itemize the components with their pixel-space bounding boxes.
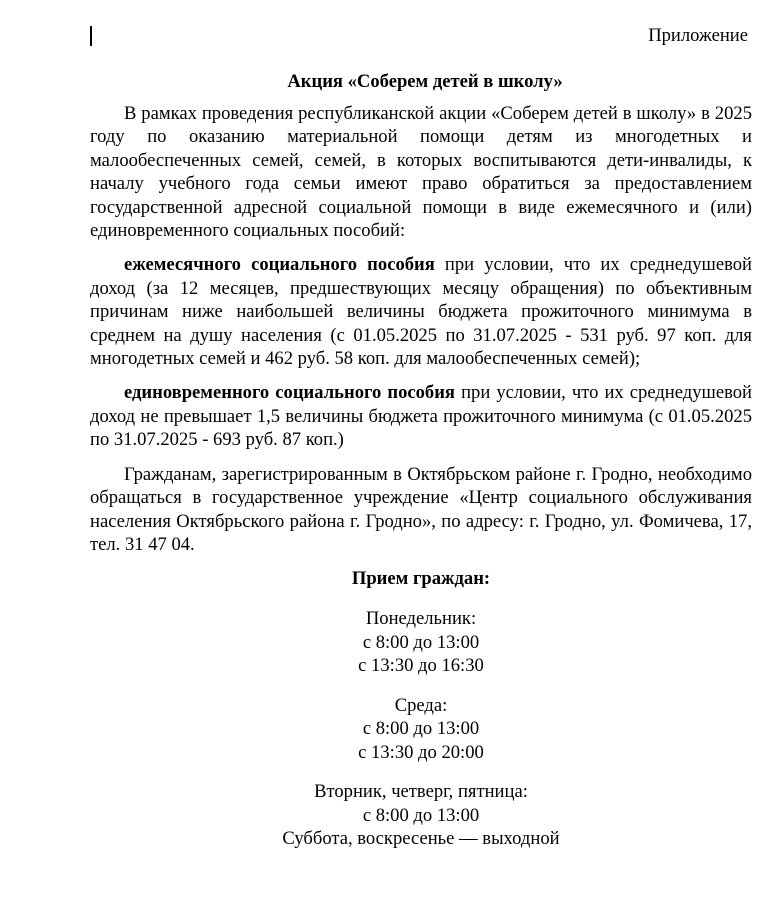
schedule-weekend: Суббота, воскресенье — выходной <box>282 828 560 850</box>
onetime-allowance-text: при условии, что их среднедушевой доход не превышает 1,5 величины бюджета прожиточного минимума (с 01.05.2025 по 31.07.2025 - 693 руб. 87 коп.) <box>90 382 752 451</box>
schedule-day: Понедельник: <box>365 608 477 630</box>
schedule-wednesday <box>90 694 752 765</box>
schedule-slot: с 13:30 до 16:30 <box>358 655 484 677</box>
reception-title: Прием граждан: <box>351 568 491 590</box>
document-title: Акция «Соберем детей в школу» <box>287 71 563 92</box>
onetime-allowance-paragraph <box>90 381 752 451</box>
schedule-day: Среда: <box>394 694 448 716</box>
text-cursor <box>90 26 92 46</box>
schedule-other-days <box>90 780 752 851</box>
citizens-paragraph: Гражданам, зарегистрированным в Октябрьском районе г. Гродно, необходимо обращаться в государственное учреждение «Центр социального обслуживания населения Октябрьского района г. Гродно», по адресу: г. Гродно, ул. Фомичева, 17, тел. 31 47 04. <box>90 463 752 555</box>
schedule-day: Вторник, четверг, пятница: <box>314 781 528 803</box>
monthly-allowance-term: ежемесячного социального пособия <box>124 254 435 276</box>
monthly-allowance-text: при условии, что их среднедушевой доход (за 12 месяцев, предшествующих месяцу обращения) по объективным причинам ниже наибольшей величины бюджета прожиточного минимума в среднем на душу населения (с 01.05.2025 по 31.07.2025 - 531 руб. 97 коп. для многодетных семей и 462 руб. 58 коп. для малообеспеченных семей); <box>90 254 752 370</box>
schedule-monday <box>90 607 752 678</box>
schedule-slot: с 8:00 до 13:00 <box>362 804 480 826</box>
onetime-allowance-term: единовременного социального пособия <box>124 382 455 404</box>
schedule-slot: с 13:30 до 20:00 <box>358 741 484 763</box>
intro-paragraph: В рамках проведения республиканской акции «Соберем детей в школу» в 2025 году по оказанию материальной помощи детям из многодетных и малообеспеченных семей, семей, в которых воспитываются дети-инвалиды, к началу учебного года семьи имеют право обратиться за предоставлением государственной адресной социальной помощи в виде ежемесячного и (или) единовременного социальных пособий: <box>90 103 752 242</box>
appendix-label: Приложение <box>648 25 748 46</box>
schedule-slot: с 8:00 до 13:00 <box>362 631 480 653</box>
schedule-slot: с 8:00 до 13:00 <box>362 718 480 740</box>
document-body <box>90 102 752 867</box>
monthly-allowance-paragraph <box>90 253 752 370</box>
